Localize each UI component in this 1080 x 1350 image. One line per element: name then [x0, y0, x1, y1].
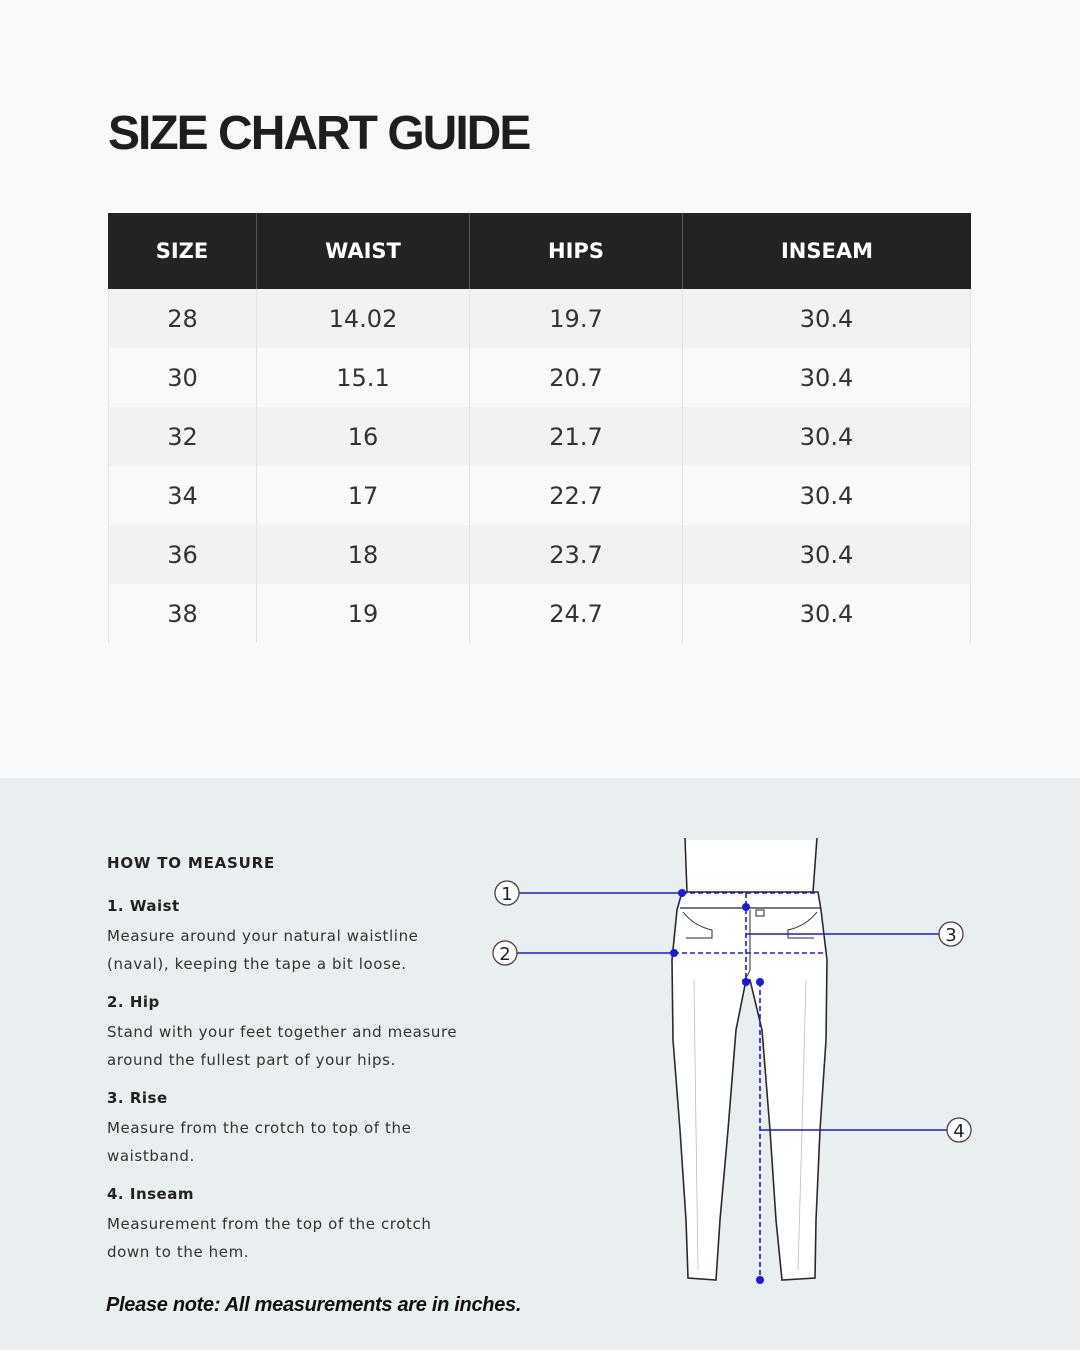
marker-3 — [939, 922, 963, 946]
header-inseam: INSEAM — [682, 213, 971, 289]
step-description: Stand with your feet together and measure around the fullest part of your hips. — [107, 1023, 458, 1069]
inseam-cell: 30.4 — [682, 584, 971, 643]
inseam-cell: 30.4 — [682, 466, 971, 525]
page-title: SIZE CHART GUIDE — [108, 107, 530, 160]
rise-bottom-point-icon — [742, 978, 750, 986]
hips-cell: 21.7 — [469, 407, 682, 466]
waist-cell: 18 — [256, 525, 469, 584]
step-title: 4. Inseam — [107, 1185, 194, 1203]
inseam-cell: 30.4 — [682, 348, 971, 407]
header-size: SIZE — [155, 239, 209, 263]
hips-cell: 24.7 — [469, 584, 682, 643]
step-hip — [107, 992, 467, 1074]
step-title: 2. Hip — [107, 993, 160, 1011]
waist-cell: 16 — [256, 407, 469, 466]
step-description: Measurement from the top of the crotch down to the hem. — [107, 1215, 432, 1261]
size-cell: 38 — [108, 584, 256, 643]
table-row — [108, 584, 971, 643]
jeans-measurement-diagram — [480, 830, 1000, 1300]
step-waist — [107, 896, 467, 978]
inseam-cell: 30.4 — [682, 289, 971, 348]
step-title: 1. Waist — [107, 897, 180, 915]
size-cell: 28 — [108, 289, 256, 348]
inseam-bottom-point-icon — [756, 1276, 764, 1284]
header-hips: HIPS — [469, 213, 682, 289]
marker-label: 2 — [499, 944, 511, 965]
marker-label: 4 — [953, 1121, 965, 1142]
step-inseam — [107, 1184, 467, 1266]
hips-cell: 20.7 — [469, 348, 682, 407]
waist-cell: 14.02 — [256, 289, 469, 348]
marker-1 — [495, 881, 519, 905]
hip-point-icon — [670, 949, 678, 957]
waist-point-icon — [678, 889, 686, 897]
table-row — [108, 407, 971, 466]
marker-2 — [493, 941, 517, 965]
table-row — [108, 289, 971, 348]
step-rise — [107, 1088, 467, 1170]
hips-cell: 19.7 — [469, 289, 682, 348]
how-to-measure-heading: HOW TO MEASURE — [107, 854, 276, 872]
table-row — [108, 525, 971, 584]
size-chart-table — [108, 213, 971, 643]
torso-shape — [685, 840, 815, 892]
inseam-cell: 30.4 — [682, 525, 971, 584]
size-cell: 30 — [108, 348, 256, 407]
size-cell: 34 — [108, 466, 256, 525]
inseam-cell: 30.4 — [682, 407, 971, 466]
inseam-top-point-icon — [756, 978, 764, 986]
waist-cell: 15.1 — [256, 348, 469, 407]
step-title: 3. Rise — [107, 1089, 168, 1107]
marker-4 — [947, 1118, 971, 1142]
waist-cell: 19 — [256, 584, 469, 643]
size-cell: 32 — [108, 407, 256, 466]
marker-label: 3 — [945, 925, 957, 946]
hips-cell: 23.7 — [469, 525, 682, 584]
table-header-row — [108, 213, 971, 289]
how-to-measure-instructions — [107, 854, 467, 1280]
marker-label: 1 — [501, 884, 513, 905]
hips-cell: 22.7 — [469, 466, 682, 525]
measurement-note: Please note: All measurements are in inches. — [106, 1294, 522, 1316]
step-description: Measure around your natural waistline (naval), keeping the tape a bit loose. — [107, 927, 419, 973]
table-row — [108, 348, 971, 407]
step-description: Measure from the crotch to top of the waistband. — [107, 1119, 412, 1165]
size-cell: 36 — [108, 525, 256, 584]
header-waist: WAIST — [256, 213, 469, 289]
rise-top-point-icon — [742, 903, 750, 911]
waist-cell: 17 — [256, 466, 469, 525]
table-row — [108, 466, 971, 525]
